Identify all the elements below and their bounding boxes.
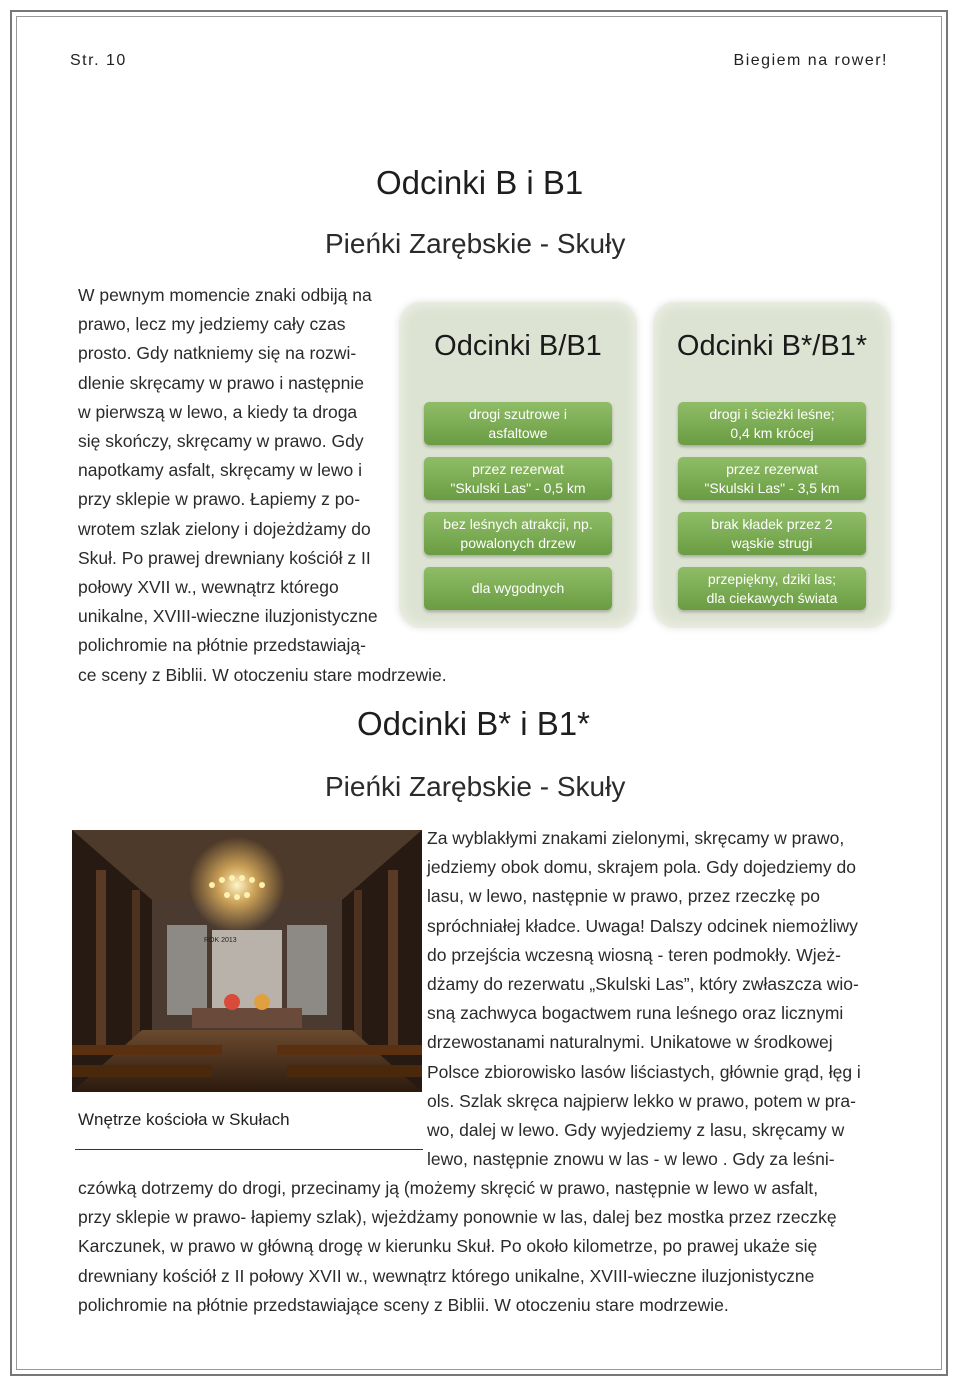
text-line: ce sceny z Biblii. W otoczeniu stare modrzewie. [78, 664, 447, 685]
text-line: drzewostanami naturalnymi. Unikatowe w środkowej [427, 1032, 833, 1053]
text-line: polichromie na płótnie przedstawiają- [78, 635, 366, 656]
text-line: spróchniałej kładce. Uwaga! Dalszy odcinek niemożliwy [427, 915, 858, 936]
text-line: drewniany kościół z II połowy XVII w., wewnątrz którego unikalne, XVIII-wieczne iluzjonistyczne [78, 1265, 815, 1286]
text-line: Karczunek, w prawo w główną drogę w kierunku Skuł. Po około kilometrze, po prawej ukaże się [78, 1236, 818, 1257]
section1-title: Odcinki B i B1 [376, 164, 584, 201]
feature-pill: przez rezerwat "Skulski Las" - 0,5 km [424, 457, 612, 500]
svg-text:ROK 2013: ROK 2013 [204, 937, 237, 944]
text-line: napotkamy asfalt, skręcamy w lewo i [78, 460, 362, 481]
text-line: Polsce zbiorowisko lasów liściastych, głównie grąd, łęg i [427, 1061, 861, 1082]
text-line: polichromie na płótnie przedstawiające sceny z Biblii. W otoczeniu stare modrzewie. [78, 1294, 729, 1315]
text-line: przy sklepie w prawo. Łapiemy z po- [78, 489, 361, 510]
text-line: ols. Szlak skręca najpierw lekko w prawo, potem w pra- [427, 1090, 856, 1111]
section2-title: Odcinki B* i B1* [357, 705, 590, 742]
text-line: do przejścia wczesną wiosną - teren podmokły. Wjeż- [427, 944, 842, 965]
church-interior-photo [72, 830, 422, 1092]
feature-pill: przez rezerwat "Skulski Las" - 3,5 km [678, 457, 866, 500]
feature-pill: brak kładek przez 2 wąskie strugi [678, 512, 866, 555]
text-line: w pierwszą w lewo, a kiedy ta droga [78, 401, 358, 422]
text-line: prawo, lecz my jedziemy cały czas [78, 314, 346, 335]
feature-pill: dla wygodnych [424, 567, 612, 610]
text-line: dżamy do rezerwatu „Skulski Las”, który zwłaszcza wio- [427, 974, 859, 995]
text-line: czówką dotrzemy do drogi, przecinamy ją (możemy skręcić w prawo, następnie w lewo w asfalt, [78, 1178, 819, 1198]
section2-paragraph-right [427, 824, 861, 1174]
text-line: Skuł. Po prawej drewniany kościół z II [78, 547, 371, 568]
text-line: dlenie skręcamy w prawo i następnie [78, 372, 364, 393]
publication-title: Biegiem na rower! [733, 52, 888, 69]
feature-pill: przepiękny, dziki las; dla ciekawych świata [678, 567, 866, 610]
text-line: wo, dalej w lewo. Gdy wyjedziemy z lasu, skręcamy w [427, 1120, 845, 1141]
text-line: Za wyblakłymi znakami zielonymi, skręcamy w prawo, [427, 828, 845, 848]
text-line: lewo, następnie znowu w las - w lewo . Gdy za leśni- [427, 1149, 835, 1170]
page-number: Str. 10 [70, 52, 127, 69]
caption-divider [75, 1149, 423, 1150]
text-line: prosto. Gdy natkniemy się na rozwi- [78, 343, 357, 364]
section1-subtitle: Pieńki Zarębskie - Skuły [325, 228, 626, 259]
text-line: jedziemy obok domu, skrajem pola. Gdy dojedziemy do [427, 857, 856, 878]
text-line: unikalne, XVIII-wieczne iluzjonistyczne [78, 606, 378, 627]
text-line: przy sklepie w prawo- łapiemy szlak), wjeżdżamy ponownie w las, dalej bez mostka przez rzeczkę [78, 1207, 837, 1228]
section1-paragraph [78, 281, 447, 690]
feature-pill: drogi szutrowe i asfaltowe [424, 402, 612, 445]
text-line: się skończy, skręcamy w prawo. Gdy [78, 431, 364, 452]
feature-pill: bez leśnych atrakcji, np. powalonych drzew [424, 512, 612, 555]
text-line: połowy XVII w., wewnątrz którego [78, 577, 339, 598]
text-line: wrotem szlak zielony i dojeżdżamy do [78, 518, 371, 539]
card-title: Odcinki B*/B1* [676, 330, 868, 362]
text-line: W pewnym momencie znaki odbiją na [78, 285, 372, 305]
card-route-b-star-b1-star [653, 302, 891, 628]
card-route-b-b1 [399, 302, 637, 628]
section2-paragraph-full [78, 1174, 837, 1320]
section2-subtitle: Pieńki Zarębskie - Skuły [325, 771, 626, 802]
photo-caption: Wnętrze kościoła w Skułach [78, 1110, 290, 1129]
card-title: Odcinki B/B1 [434, 330, 602, 362]
feature-pill: drogi i ścieżki leśne; 0,4 km krócej [678, 402, 866, 445]
text-line: sną zachwyca bogactwem runa leśnego oraz licznymi [427, 1003, 844, 1024]
text-line: lasu, w lewo, następnie w prawo, przez rzeczkę po [427, 886, 820, 907]
